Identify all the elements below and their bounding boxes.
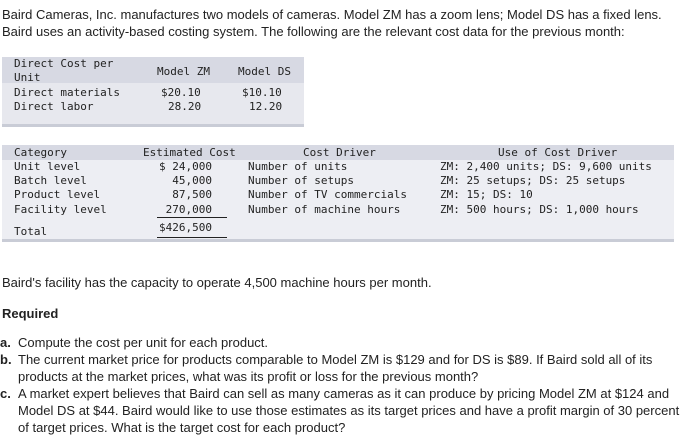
intro-paragraph: Baird Cameras, Inc. manufactures two models of cameras. Model ZM has a zoom lens; Model DS has a fixed lens. Baird uses an activity-based costing system. The following are the relevant cost data for the previous month: xyxy=(2,7,662,39)
row-direct-labor-ds: 12.20 xyxy=(249,100,283,113)
row-product-level-category: Product level xyxy=(14,188,101,201)
question-a-text: Compute the cost per unit for each product. xyxy=(18,335,269,350)
direct-cost-table xyxy=(2,57,304,127)
header-direct-cost-line2: Unit xyxy=(14,71,41,84)
row-unit-level-cost: $ 24,000 xyxy=(159,160,212,173)
header-estimated-cost: Estimated Cost xyxy=(143,146,236,159)
question-list xyxy=(0,334,690,436)
row-batch-level-category: Batch level xyxy=(14,174,87,187)
total-value: $426,500 xyxy=(159,221,212,234)
header-category: Category xyxy=(14,146,67,159)
row-direct-materials-ds: $10.10 xyxy=(242,86,282,99)
row-direct-labor-zm: 28.20 xyxy=(168,100,202,113)
row-facility-level-cost: 270,000 xyxy=(165,203,212,216)
row-unit-level-category: Unit level xyxy=(14,160,81,173)
row-unit-level-driver: Number of units xyxy=(248,160,348,173)
question-c-text: A market expert believes that Baird can sell as many cameras as it can produce by pricing Model ZM at $124 and Model DS at $44. Baird would like to use those estimates as its target prices and have a profit margin of 30 percent of target prices. What is the target cost for each product? xyxy=(18,386,680,435)
table-bottom-border xyxy=(2,124,304,127)
row-product-level-driver: Number of TV commercials xyxy=(248,188,407,201)
row-direct-materials-label: Direct materials xyxy=(14,86,120,99)
required-heading: Required xyxy=(2,306,59,321)
header-cost-driver: Cost Driver xyxy=(303,146,376,159)
header-direct-cost-line1: Direct Cost per xyxy=(14,57,114,70)
question-b xyxy=(0,351,690,385)
row-unit-level-use: ZM: 2,400 units; DS: 9,600 units xyxy=(440,160,652,173)
header-model-ds: Model DS xyxy=(238,65,291,78)
row-facility-level-driver: Number of machine hours xyxy=(248,203,401,216)
row-product-level-use: ZM: 15; DS: 10 xyxy=(440,188,533,201)
question-a-letter: a. xyxy=(0,335,11,350)
table-bottom-border xyxy=(2,239,674,242)
row-direct-materials-zm: $20.10 xyxy=(161,86,201,99)
row-direct-labor-label: Direct labor xyxy=(14,100,94,113)
subtotal-rule xyxy=(157,217,227,218)
question-b-text: The current market price for products comparable to Model ZM is $129 and for DS is $89. If Baird sold all of its products at the market prices, what was its profit or loss for the previous month? xyxy=(18,352,653,384)
row-batch-level-use: ZM: 25 setups; DS: 25 setups xyxy=(440,174,626,187)
total-double-rule-top xyxy=(157,237,227,238)
question-b-letter: b. xyxy=(0,352,12,367)
total-label: Total xyxy=(14,225,48,238)
question-c-letter: c. xyxy=(0,386,11,401)
row-batch-level-cost: 45,000 xyxy=(172,174,212,187)
row-facility-level-use: ZM: 500 hours; DS: 1,000 hours xyxy=(440,203,639,216)
question-c xyxy=(0,385,690,436)
header-model-zm: Model ZM xyxy=(157,65,210,78)
header-use-of-cost-driver: Use of Cost Driver xyxy=(498,146,618,159)
capacity-paragraph: Baird's facility has the capacity to operate 4,500 machine hours per month. xyxy=(2,275,432,290)
question-a xyxy=(0,334,690,351)
activity-cost-table xyxy=(2,145,674,242)
row-facility-level-category: Facility level xyxy=(14,203,107,216)
row-product-level-cost: 87,500 xyxy=(172,188,212,201)
row-batch-level-driver: Number of setups xyxy=(248,174,354,187)
